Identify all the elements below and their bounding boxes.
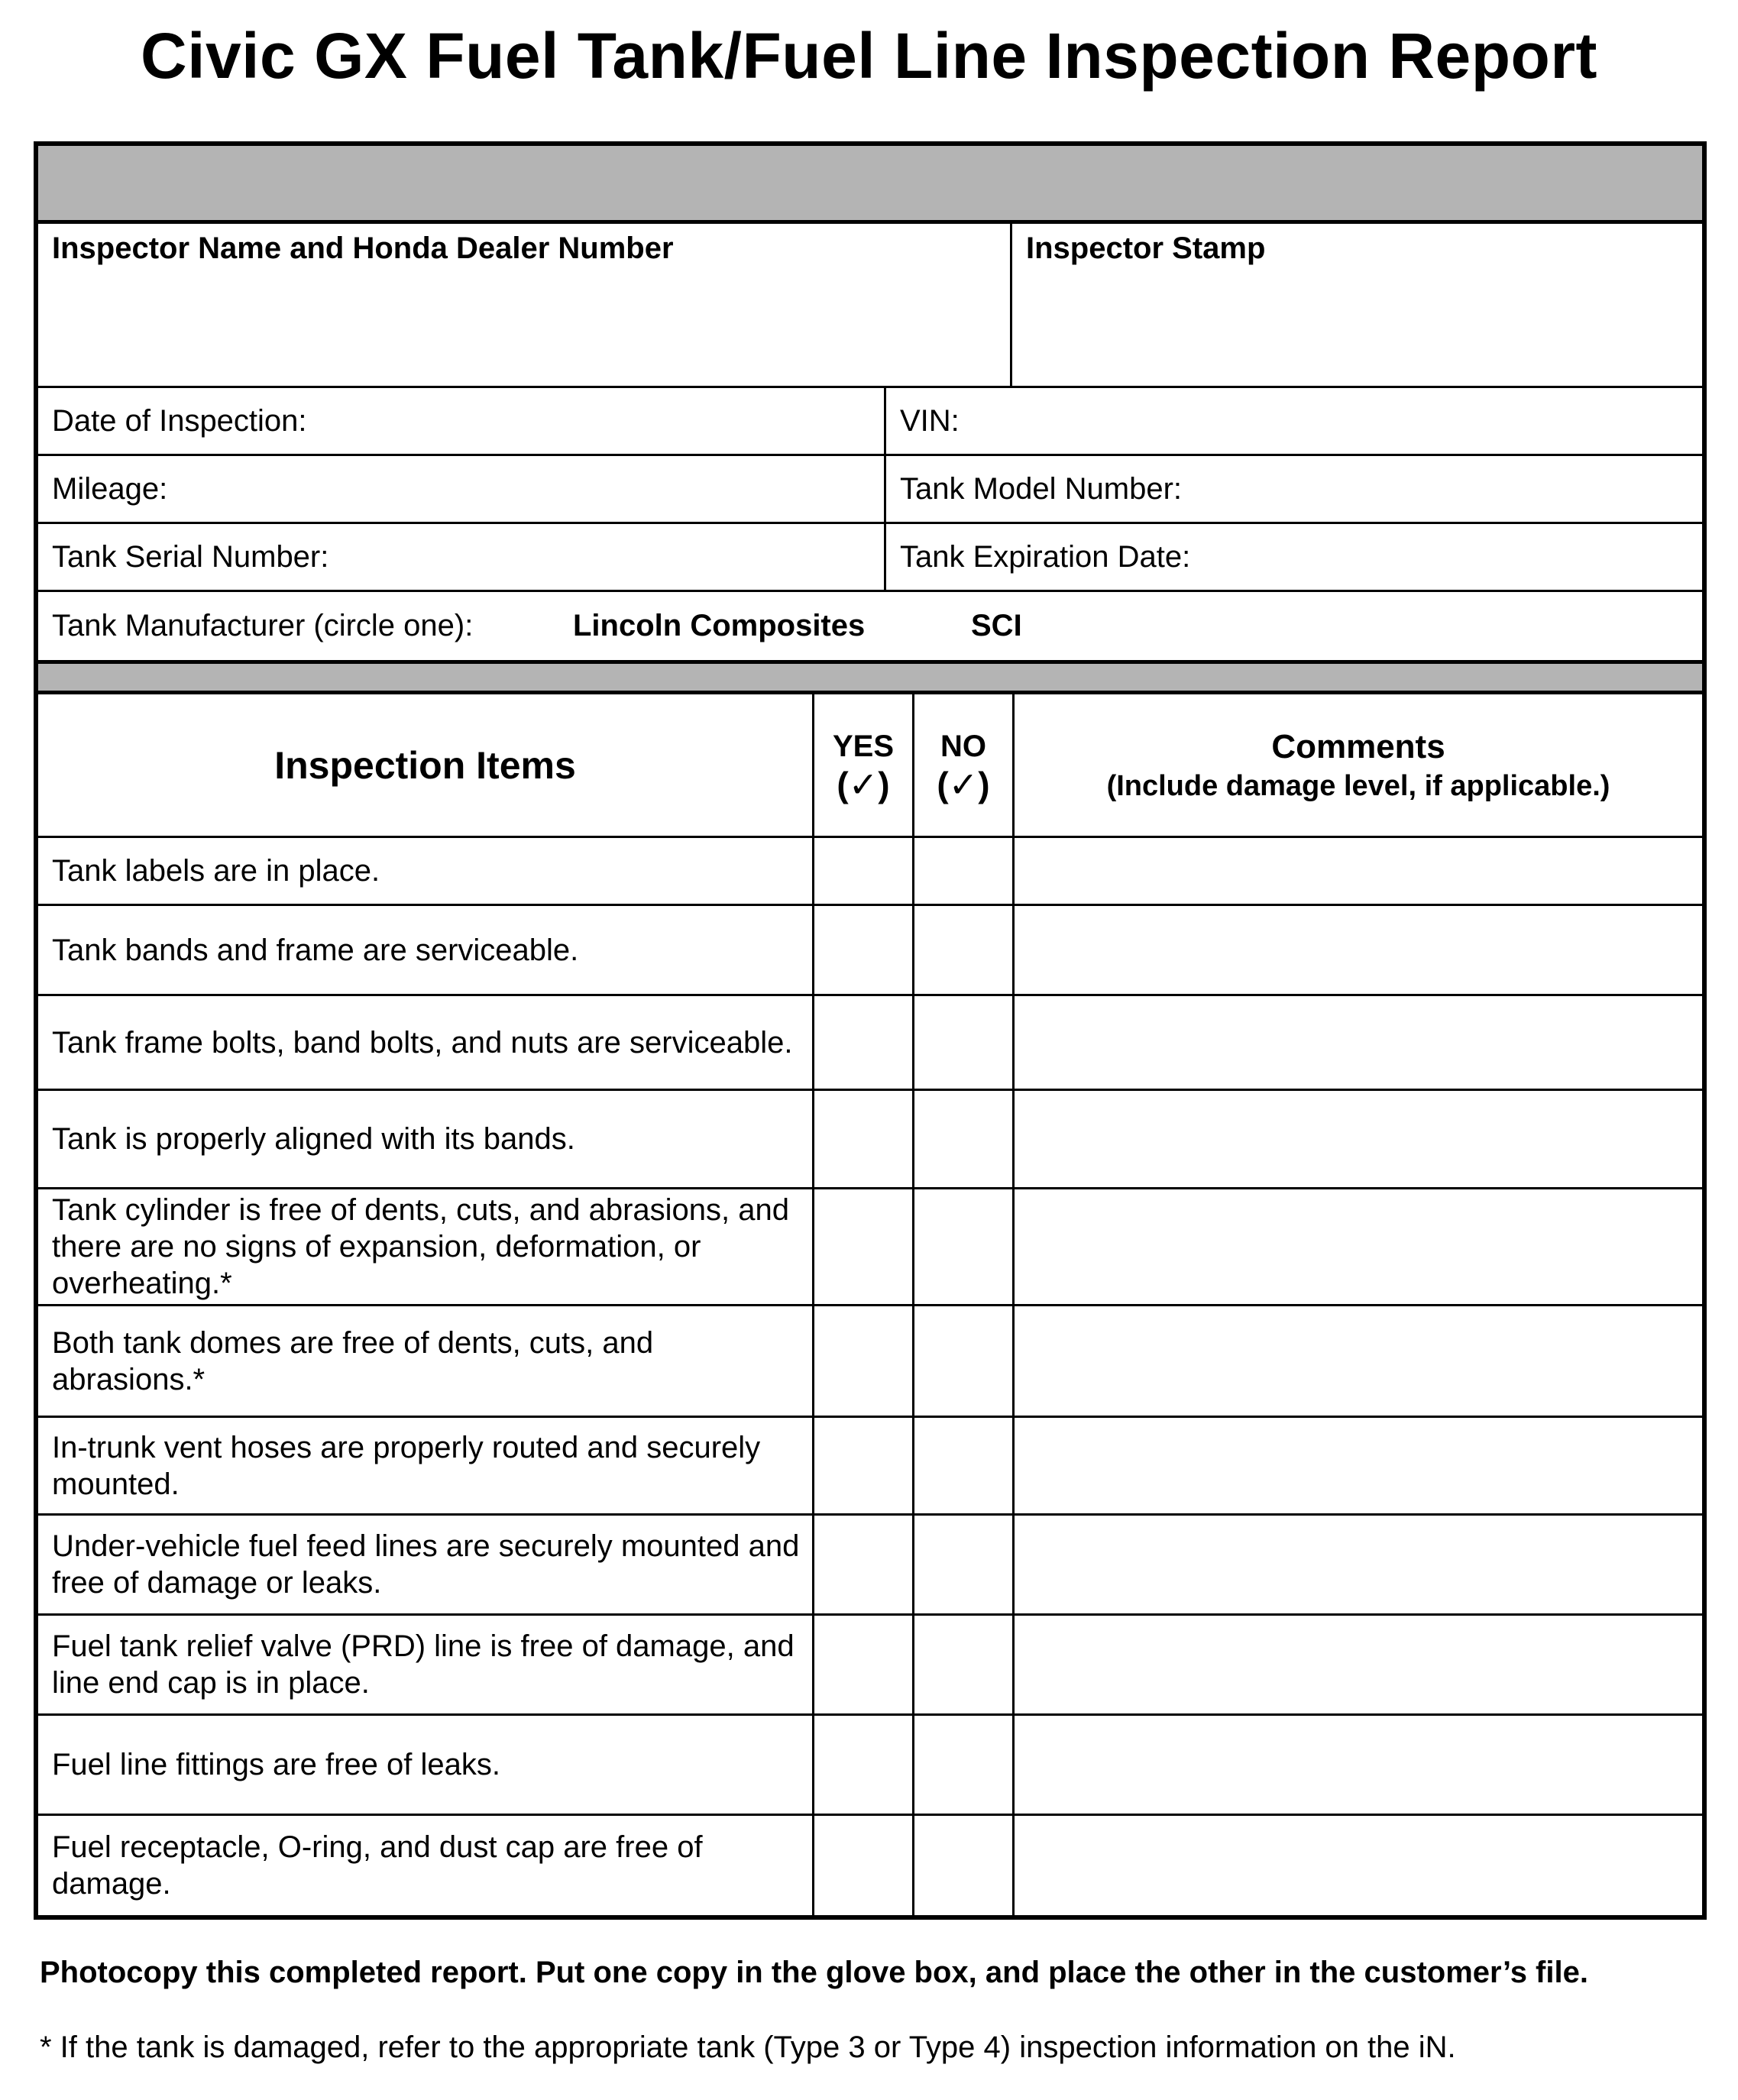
table-row — [38, 1091, 1702, 1189]
inspection-form — [34, 141, 1707, 1920]
manufacturer-option-lincoln[interactable]: Lincoln Composites — [573, 609, 866, 642]
comments-field[interactable] — [1015, 1418, 1702, 1513]
yes-checkbox[interactable] — [814, 1816, 914, 1915]
tank-serial-label: Tank Serial Number: — [52, 539, 329, 574]
comments-field[interactable] — [1015, 906, 1702, 994]
page-title: Civic GX Fuel Tank/Fuel Line Inspection Report — [140, 20, 1598, 92]
tank-expiration-field[interactable] — [886, 524, 1702, 590]
no-checkbox[interactable] — [914, 1716, 1015, 1814]
table-row — [38, 1816, 1702, 1915]
inspection-item-text: Tank cylinder is free of dents, cuts, and abrasions, and there are no signs of expansion, deformation, or overheating.* — [38, 1189, 814, 1304]
mileage-field[interactable] — [38, 456, 886, 522]
yes-checkbox[interactable] — [814, 1306, 914, 1416]
inspector-name-label: Inspector Name and Honda Dealer Number — [52, 231, 674, 265]
table-row — [38, 1189, 1702, 1306]
table-row — [38, 996, 1702, 1091]
inspection-item-text: Both tank domes are free of dents, cuts, and abrasions.* — [38, 1306, 814, 1416]
table-row — [38, 1418, 1702, 1516]
damage-footnote: * If the tank is damaged, refer to the appropriate tank (Type 3 or Type 4) inspection information on the iN. — [40, 2030, 1456, 2064]
manufacturer-label: Tank Manufacturer (circle one): — [52, 609, 474, 642]
inspection-item-text: Fuel tank relief valve (PRD) line is free of damage, and line end cap is in place. — [38, 1616, 814, 1713]
yes-checkbox[interactable] — [814, 1516, 914, 1613]
comments-field[interactable] — [1015, 1189, 1702, 1304]
no-checkbox[interactable] — [914, 1091, 1015, 1187]
no-checkbox[interactable] — [914, 1516, 1015, 1613]
table-row — [38, 906, 1702, 996]
comments-field[interactable] — [1015, 1091, 1702, 1187]
inspection-item-text: In-trunk vent hoses are properly routed and securely mounted. — [38, 1418, 814, 1513]
inspector-row — [38, 224, 1702, 388]
inspection-item-text: Tank frame bolts, band bolts, and nuts are serviceable. — [38, 996, 814, 1089]
inspection-item-text: Fuel receptacle, O-ring, and dust cap are free of damage. — [38, 1816, 814, 1915]
table-row — [38, 1306, 1702, 1418]
inspection-item-text: Tank is properly aligned with its bands. — [38, 1091, 814, 1187]
tank-model-label: Tank Model Number: — [900, 471, 1183, 506]
no-checkbox[interactable] — [914, 1616, 1015, 1713]
inspection-item-text: Under-vehicle fuel feed lines are securely mounted and free of damage or leaks. — [38, 1516, 814, 1613]
table-row — [38, 1716, 1702, 1816]
comments-field[interactable] — [1015, 838, 1702, 904]
yes-checkbox[interactable] — [814, 1091, 914, 1187]
header-shade-bar — [38, 146, 1702, 224]
inspector-stamp-label: Inspector Stamp — [1026, 231, 1266, 265]
yes-checkbox[interactable] — [814, 1189, 914, 1304]
col-header-comments-label: Comments — [1271, 727, 1445, 765]
table-row — [38, 838, 1702, 906]
tank-model-field[interactable] — [886, 456, 1702, 522]
no-checkbox[interactable] — [914, 1418, 1015, 1513]
yes-checkbox[interactable] — [814, 1418, 914, 1513]
no-checkbox[interactable] — [914, 1306, 1015, 1416]
comments-field[interactable] — [1015, 1616, 1702, 1713]
comments-field[interactable] — [1015, 1306, 1702, 1416]
col-header-comments-sub: (Include damage level, if applicable.) — [1106, 769, 1610, 802]
inspector-stamp-field[interactable] — [1012, 224, 1702, 386]
no-checkbox[interactable] — [914, 1816, 1015, 1915]
col-header-yes-label: YES — [832, 729, 895, 763]
manufacturer-option-sci[interactable]: SCI — [971, 609, 1022, 642]
yes-checkbox[interactable] — [814, 996, 914, 1089]
checkmark-icon: (✓) — [837, 764, 890, 804]
no-checkbox[interactable] — [914, 838, 1015, 904]
inspection-item-text: Fuel line fittings are free of leaks. — [38, 1716, 814, 1814]
info-row-date-vin — [38, 388, 1702, 456]
inspection-item-text: Tank bands and frame are serviceable. — [38, 906, 814, 994]
no-checkbox[interactable] — [914, 906, 1015, 994]
yes-checkbox[interactable] — [814, 906, 914, 994]
info-row-mileage-model — [38, 456, 1702, 524]
mileage-label: Mileage: — [52, 471, 168, 506]
yes-checkbox[interactable] — [814, 838, 914, 904]
table-row — [38, 1516, 1702, 1616]
vin-field[interactable] — [886, 388, 1702, 454]
yes-checkbox[interactable] — [814, 1716, 914, 1814]
col-header-yes — [814, 694, 914, 836]
yes-checkbox[interactable] — [814, 1616, 914, 1713]
col-header-no-label: NO — [940, 729, 986, 763]
col-header-comments — [1015, 694, 1702, 836]
inspector-name-field[interactable] — [38, 224, 1012, 386]
vin-label: VIN: — [900, 403, 960, 438]
manufacturer-row — [38, 592, 1702, 660]
date-field[interactable] — [38, 388, 886, 454]
table-row — [38, 1616, 1702, 1716]
comments-field[interactable] — [1015, 1816, 1702, 1915]
date-label: Date of Inspection: — [52, 403, 307, 438]
no-checkbox[interactable] — [914, 1189, 1015, 1304]
tank-expiration-label: Tank Expiration Date: — [900, 539, 1191, 574]
comments-field[interactable] — [1015, 996, 1702, 1089]
comments-field[interactable] — [1015, 1716, 1702, 1814]
inspection-item-text: Tank labels are in place. — [38, 838, 814, 904]
table-header-row — [38, 694, 1702, 838]
tank-serial-field[interactable] — [38, 524, 886, 590]
comments-field[interactable] — [1015, 1516, 1702, 1613]
info-row-serial-expiration — [38, 524, 1702, 592]
no-checkbox[interactable] — [914, 996, 1015, 1089]
col-header-no — [914, 694, 1015, 836]
col-header-items: Inspection Items — [38, 694, 814, 836]
checkmark-icon: (✓) — [937, 764, 990, 804]
section-shade-bar — [38, 660, 1702, 694]
photocopy-instruction: Photocopy this completed report. Put one copy in the glove box, and place the other in the customer’s file. — [40, 1956, 1588, 1989]
